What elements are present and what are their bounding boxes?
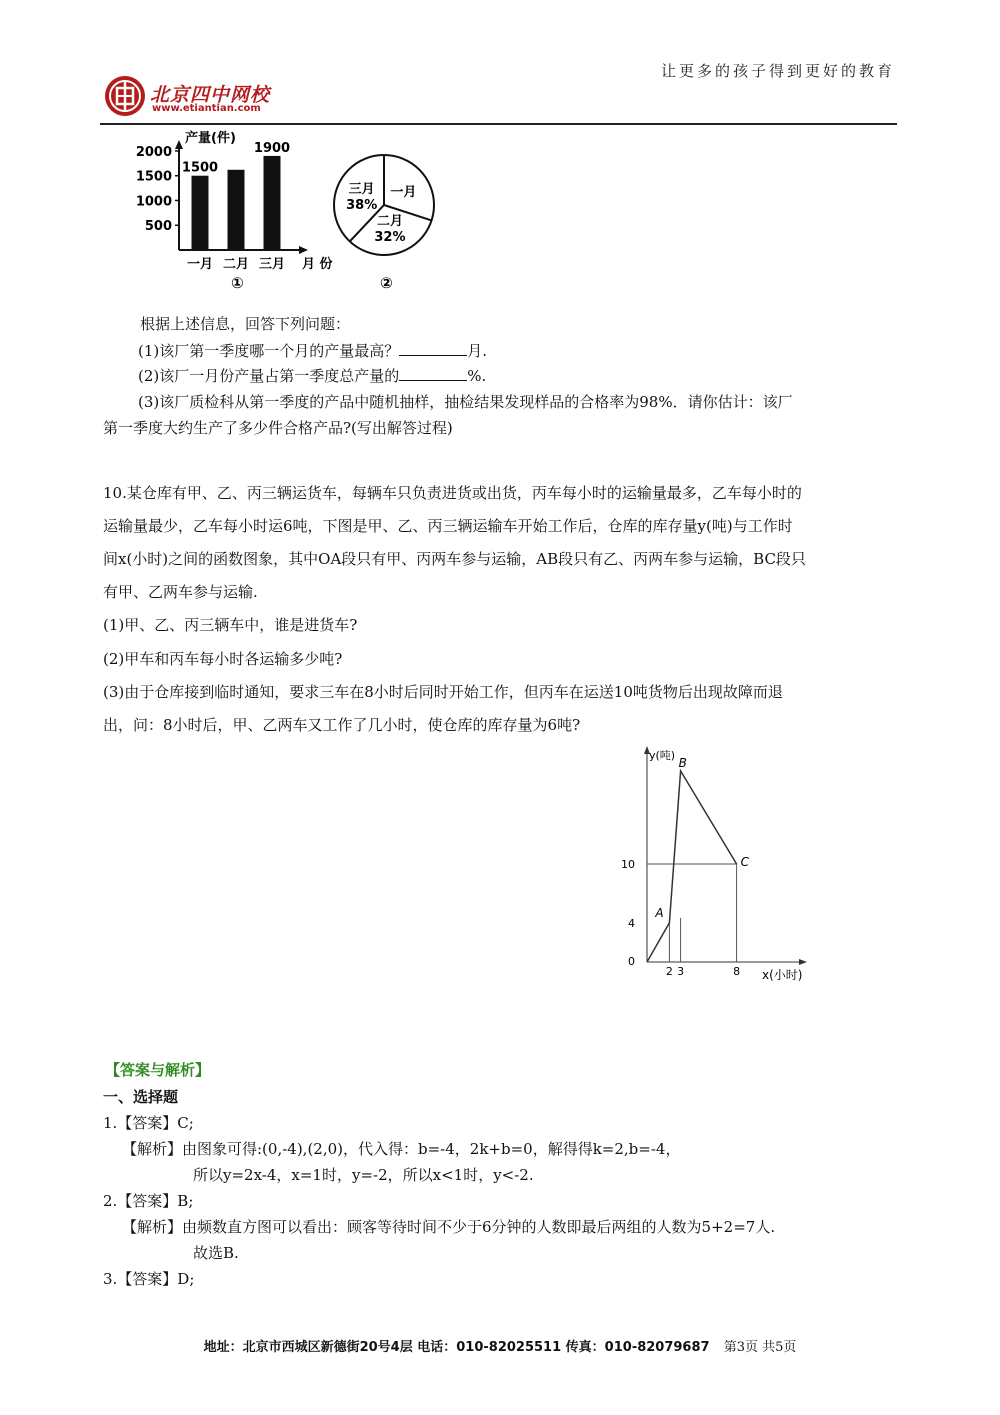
pie-slice-label: 一月	[390, 184, 417, 200]
answer-1-explain-2: 所以y=2x-4，x=1时，y=-2，所以x<1时，y<-2.	[193, 1166, 534, 1184]
q9-sub2-suffix: %.	[467, 367, 487, 385]
q9-sub1-text: (1)该厂第一季度哪一个月的产量最高？	[138, 342, 400, 360]
q9-sub1-suffix: 月.	[467, 342, 488, 360]
q9-intro: 根据上述信息，回答下列问题：	[140, 315, 351, 333]
answer-3: 3.【答案】D;	[103, 1270, 195, 1288]
q10-sub1: (1)甲、乙、丙三辆车中，谁是进货车?	[103, 616, 358, 634]
bar-ytick-label: 2000	[135, 144, 172, 160]
q9-sub3-line2: 第一季度大约生产了多少件合格产品?(写出解答过程)	[103, 419, 453, 437]
answer-blank	[399, 366, 467, 381]
q10-sub3-line2: 出，问：8小时后，甲、乙两车又工作了几小时，使仓库的库存量为6吨?	[103, 716, 581, 734]
bar-data-label: 1900	[253, 140, 291, 156]
q10-sub2: (2)甲车和丙车每小时各运输多少吨?	[103, 650, 343, 668]
answer-blank	[399, 341, 467, 356]
bar-chart	[130, 128, 350, 298]
graph-xtick-label: 2	[665, 965, 673, 978]
graph-xtick-label: 3	[677, 965, 685, 978]
point-label-a: A	[655, 905, 664, 920]
x-axis-arrow-icon	[799, 959, 807, 965]
bar-data-label: 1500	[181, 160, 219, 176]
point-label-c: C	[740, 855, 749, 869]
logo-url: www.etiantian.com	[152, 103, 261, 114]
graph-origin-label: 0	[628, 955, 635, 968]
part-title: 一、选择题	[103, 1088, 179, 1106]
bar-category-label: 三月	[258, 257, 286, 272]
logo-name: 北京四中网校	[150, 84, 271, 106]
footer-address: 地址：北京市西城区新德街20号4层 电话：010-82025511 传真：010-82079687	[203, 1340, 710, 1355]
graph-ylabel: y(吨)	[649, 749, 676, 762]
bar-3	[264, 156, 281, 250]
pie-slice-percent: 38%	[346, 198, 378, 214]
answers-title: 【答案与解析】	[105, 1061, 211, 1079]
bar-ytick-label: 1500	[135, 169, 172, 185]
bar-2	[228, 170, 245, 250]
bar-1	[192, 176, 209, 250]
answer-2-explain-1: 【解析】由频数直方图可以看出：顾客等待时间不少于6分钟的人数即最后两组的人数为5+2=7人.	[122, 1218, 776, 1236]
q10-line3: 间x(小时)之间的函数图象，其中OA段只有甲、丙两车参与运输，AB段只有乙、丙两车参与运输，BC段只	[103, 550, 806, 568]
graph-ytick-label: 10	[621, 858, 635, 871]
bar-ytick-label: 1000	[135, 194, 172, 210]
q9-sub1	[138, 341, 487, 361]
pie-slice-label: 三月	[348, 182, 375, 198]
graph-xtick-label: 8	[733, 965, 741, 978]
q9-sub2-text: (2)该厂一月份产量占第一季度总产量的	[138, 367, 400, 385]
answer-2-explain-2: 故选B.	[193, 1244, 239, 1262]
header-rule	[100, 123, 897, 125]
header-slogan: 让更多的孩子得到更好的教育	[660, 62, 895, 80]
pie-slice-label: 二月	[376, 214, 403, 230]
footer	[0, 1336, 1000, 1355]
pie-chart	[330, 140, 450, 295]
q10-line2: 运输量最少，乙车每小时运6吨，下图是甲、乙、丙三辆运输车开始工作后，仓库的库存量y(吨)与工作时	[103, 517, 793, 535]
graph-polyline	[647, 771, 737, 962]
x-axis-arrow-icon	[299, 246, 308, 254]
q10-line1: 10.某仓库有甲、乙、丙三辆运货车，每辆车只负责进货或出货，丙车每小时的运输量最多，乙车每小时的	[103, 484, 802, 502]
q10-sub3-line1: (3)由于仓库接到临时通知，要求三车在8小时后同时开始工作，但丙车在运送10吨货物后出现故障而退	[103, 683, 783, 701]
graph-xlabel: x(小时)	[762, 968, 803, 982]
footer-page: 第3页 共5页	[723, 1340, 797, 1355]
graph-ytick-label: 4	[628, 916, 635, 930]
answer-2: 2.【答案】B;	[103, 1192, 194, 1210]
answer-1: 1.【答案】C;	[103, 1114, 194, 1132]
bar-category-label: 二月	[222, 257, 250, 272]
point-label-b: B	[678, 755, 687, 770]
logo-icon	[104, 75, 146, 117]
q9-sub2	[138, 366, 486, 386]
pie-chart-caption: ②	[380, 274, 393, 292]
q10-line4: 有甲、乙两车参与运输.	[103, 583, 258, 601]
answer-1-explain-1: 【解析】由图象可得:(0,-4),(2,0)，代入得：b=-4，2k+b=0，解得得k=2,b=-4，	[122, 1140, 681, 1158]
pie-slice-percent: 32%	[374, 230, 406, 246]
function-graph	[610, 742, 820, 987]
q9-sub3-line1: (3)该厂质检科从第一季度的产品中随机抽样，抽检结果发现样品的合格率为98%．请你估计：该厂	[138, 393, 793, 411]
y-axis-arrow-icon	[175, 140, 183, 149]
bar-chart-caption: ①	[231, 274, 244, 292]
bar-ytick-label: 500	[144, 219, 172, 235]
bar-chart-xlabel: 月 份	[302, 257, 333, 272]
bar-category-label: 一月	[186, 257, 214, 272]
bar-chart-ylabel: 产量(件)	[185, 131, 236, 146]
